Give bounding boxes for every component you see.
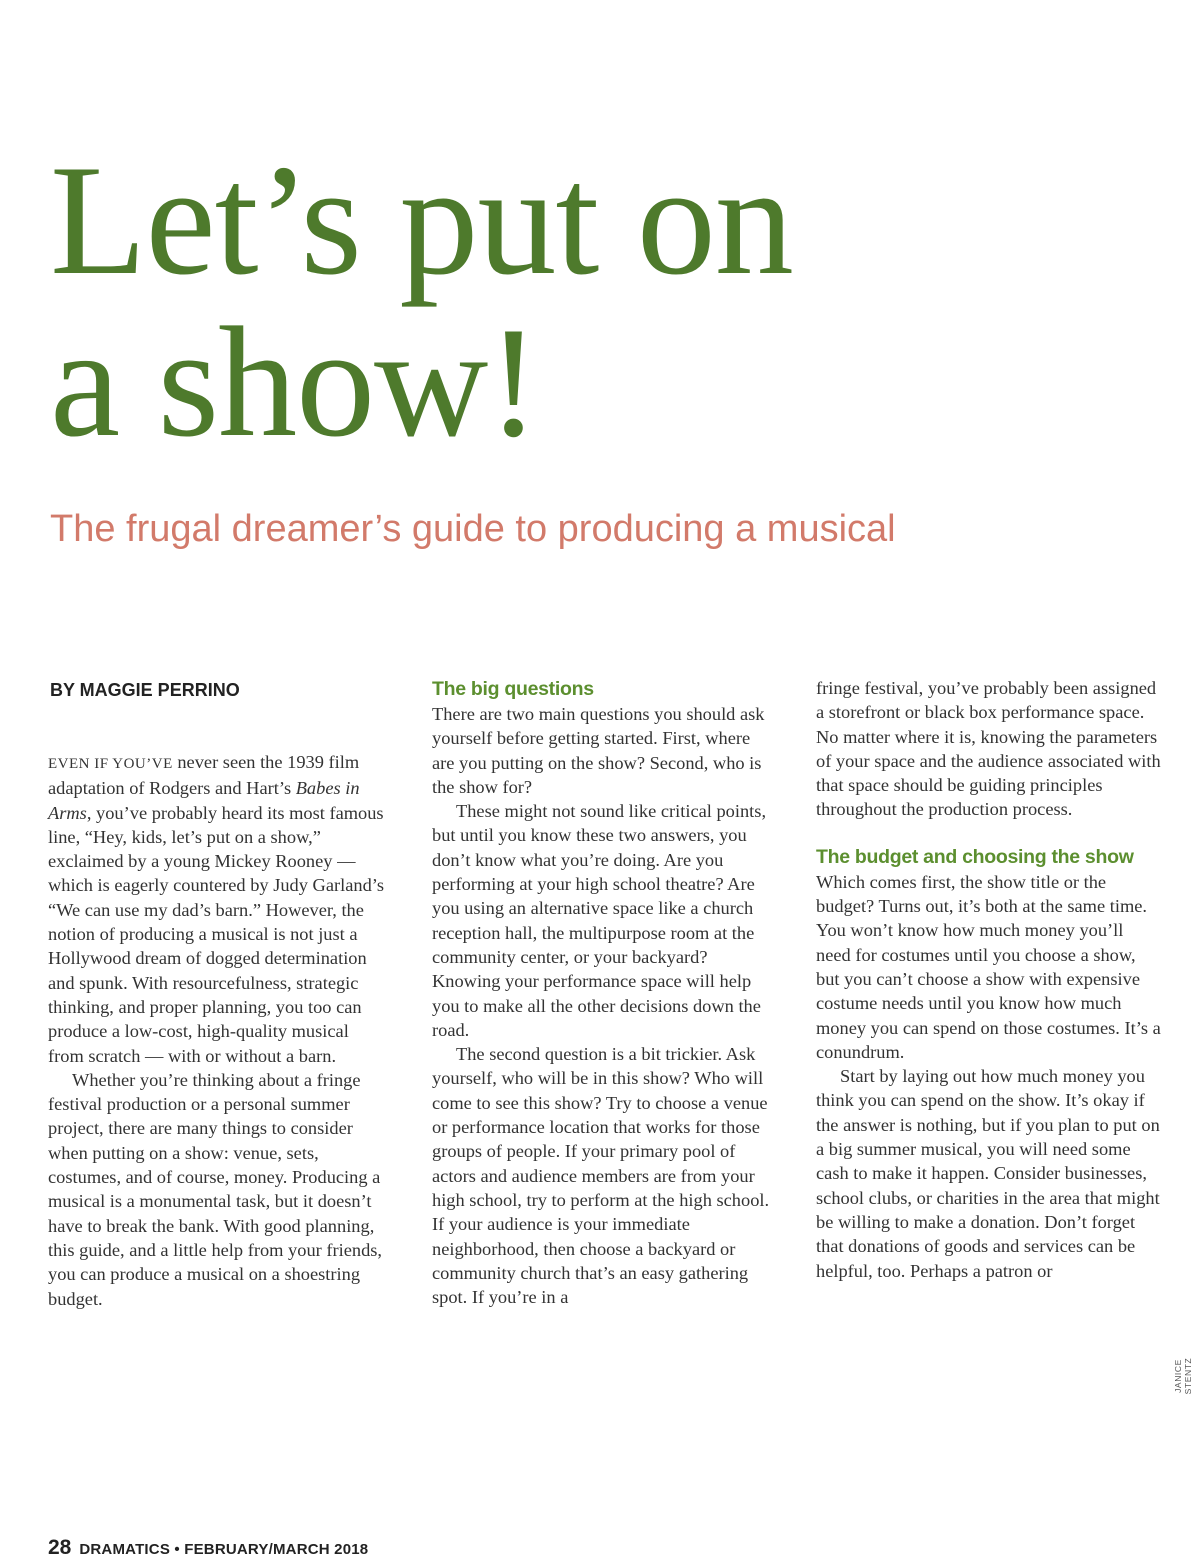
title-line-1: Let’s put on [50, 133, 793, 308]
section-heading-big-questions: The big questions [432, 678, 594, 700]
article-title [50, 133, 793, 470]
paragraph: Start by laying out how much money you think you can spend on the show. It’s okay if the answer is nothing, but if you plan to put on a big summer musical, you will need some cash to make it happen. Consider businesses, school clubs, or charities in the area that might be willing to make a donation. Don’t forget that donations of goods and services can be helpful, too. Perhaps a patron or [816, 1066, 1160, 1281]
lead-in-smallcaps: EVEN IF YOU’VE [48, 756, 173, 772]
page-number: 28 [48, 1536, 72, 1559]
title-line-2: a show! [50, 295, 539, 470]
paragraph: There are two main questions you should ask yourself before getting started. First, where are you putting on the show? Second, who is the show for? [432, 704, 765, 797]
byline: BY MAGGIE PERRINO [50, 680, 240, 700]
paragraph: Which comes first, the show title or the budget? Turns out, it’s both at the same time. You won’t know how much money you’ll need for costumes until you choose a show, but you can’t choose a show with expensive costume needs until you know how much money you can spend on those costumes. It’s a conundrum. [816, 871, 1161, 1062]
paragraph: The second question is a bit trickier. Ask yourself, who will be in this show? Who will come to see this show? Try to choose a venue or performance location that works for those groups of people. If your primary pool of actors and audience members are from your high school, try to perform at the high school. If your audience is your immediate neighborhood, then choose a backyard or community church that’s an easy gathering spot. If you’re in a [432, 1044, 770, 1308]
publication-info: DRAMATICS • FEBRUARY/MARCH 2018 [79, 1541, 369, 1558]
intro-text-b: , you’ve probably heard its most famous line, “Hey, kids, let’s put on a show,” exclaimed by a young Mickey Rooney — which is eagerly countered by Judy Garland’s “We can use my dad’s barn.” However, the notion of producing a musical is not just a Hollywood dream of dogged determination and spunk. With resourcefulness, strategic thinking, and proper planning, you too can produce a low-cost, high-quality musical from scratch — with or without a barn. [48, 802, 385, 1066]
paragraph: fringe festival, you’ve probably been assigned a storefront or black box performance space. No matter where it is, knowing the parameters of your space and the audience associated with that space should be guiding principles throughout the production process. [816, 678, 1161, 820]
page-footer [48, 1536, 368, 1560]
paragraph: Whether you’re thinking about a fringe festival production or a personal summer project, there are many things to consider when putting on a show: venue, sets, costumes, and of course, money. Producing a musical is a monumental task, but it doesn’t have to break the bank. With good planning, this guide, and a little help from your friends, you can produce a musical on a shoestring budget. [48, 1069, 383, 1309]
article-subtitle: The frugal dreamer’s guide to producing a musical [50, 508, 896, 550]
section-heading-budget: The budget and choosing the show [816, 845, 1134, 868]
photo-credit: JANICE STENTZ [1173, 1357, 1193, 1395]
intro-paragraph [48, 750, 386, 1068]
column-3 [816, 676, 1161, 1283]
paragraph: These might not sound like critical points, but until you know these two answers, you don’t know what you’re doing. Are you performing at your high school theatre? Are you using an alternative space like a church reception hall, the multipurpose room at the community center, or your backyard? Knowing your performance space will help you to make all the other decisions down the road. [432, 801, 767, 1040]
column-2 [432, 676, 777, 1309]
film-title-italic: Babes in Arms [48, 778, 360, 823]
column-1 [48, 750, 386, 1311]
intro-text-a: never seen the 1939 film adaptation of Rodgers and Hart’s [48, 752, 360, 799]
